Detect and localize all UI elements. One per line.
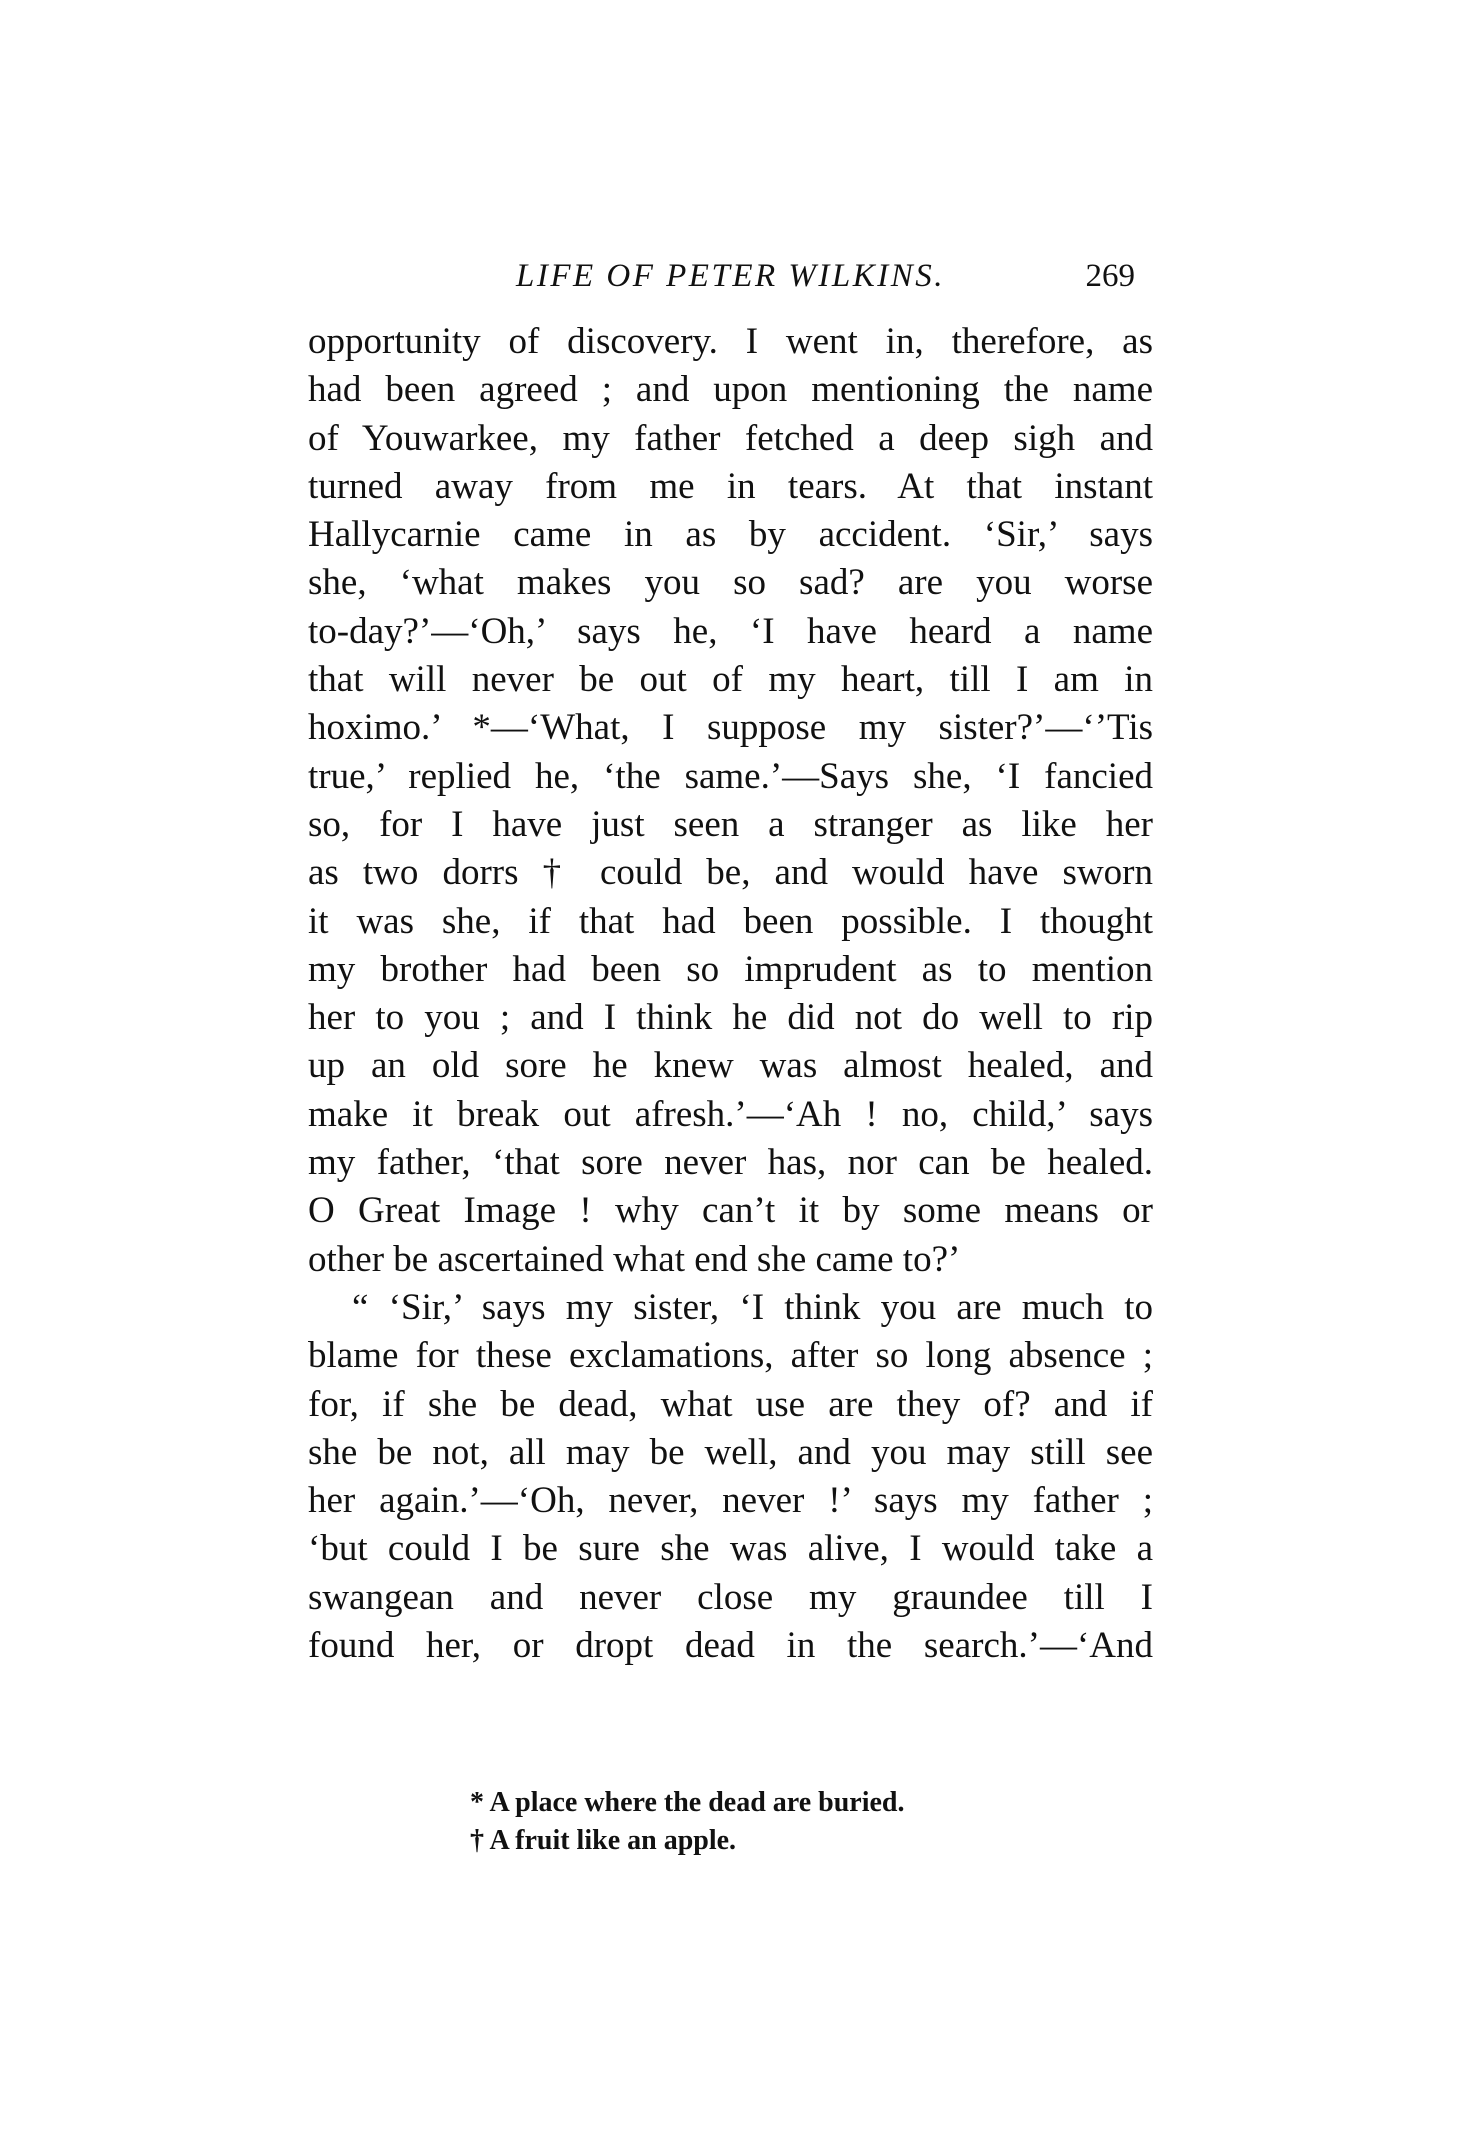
text-line: make it break out afresh.’—‘Ah ! no, child,’ says [308,1093,1153,1135]
text-line: to-day?’—‘Oh,’ says he, ‘I have heard a name [308,610,1153,652]
body-text [308,318,1153,1670]
text-line: of Youwarkee, my father fetched a deep sigh and [308,417,1153,459]
text-line: her again.’—‘Oh, never, never !’ says my father ; [308,1480,1153,1522]
text-line: true,’ replied he, ‘the same.’—Says she, ‘I fancied [308,755,1153,797]
text-line: ‘but could I be sure she was alive, I would take a [308,1528,1153,1570]
footnotes [470,1784,1090,1860]
text-line-paragraph-start: “ ‘Sir,’ says my sister, ‘I think you are much to [352,1286,1153,1328]
text-line: my brother had been so imprudent as to mention [308,948,1153,990]
running-title: LIFE OF PETER WILKINS. [516,258,945,294]
text-line: hoximo.’ *—‘What, I suppose my sister?’—‘’Tis [308,707,1153,749]
text-line: blame for these exclamations, after so long absence ; [308,1335,1153,1377]
text-line: opportunity of discovery. I went in, therefore, as [308,321,1153,362]
text-line: she, ‘what makes you so sad? are you worse [308,562,1153,604]
text-line: other be ascertained what end she came to?’ [308,1238,961,1280]
text-line: she be not, all may be well, and you may still see [308,1431,1153,1473]
text-line: as two dorrs † could be, and would have sworn [308,852,1153,894]
text-line: her to you ; and I think he did not do well to rip [308,997,1153,1039]
text-line: up an old sore he knew was almost healed, and [308,1045,1153,1087]
text-line: for, if she be dead, what use are they of? and if [308,1383,1153,1425]
page-number: 269 [1085,258,1135,294]
running-head [308,252,1153,302]
text-line: it was she, if that had been possible. I thought [308,900,1153,942]
text-line: my father, ‘that sore never has, nor can be healed. [308,1142,1153,1184]
text-line: swangean and never close my graundee till I [308,1576,1153,1618]
text-line: so, for I have just seen a stranger as like her [308,803,1153,845]
footnote-hoximo: * A place where the dead are buried. [470,1787,905,1818]
text-line: turned away from me in tears. At that instant [308,465,1153,507]
footnote-dorrs: † A fruit like an apple. [470,1825,737,1856]
text-line: had been agreed ; and upon mentioning the name [308,369,1153,411]
text-line: found her, or dropt dead in the search.’—‘And [308,1625,1153,1667]
text-line: Hallycarnie came in as by accident. ‘Sir,’ says [308,514,1153,556]
text-line: O Great Image ! why can’t it by some means or [308,1190,1153,1232]
text-line: that will never be out of my heart, till I am in [308,659,1153,701]
